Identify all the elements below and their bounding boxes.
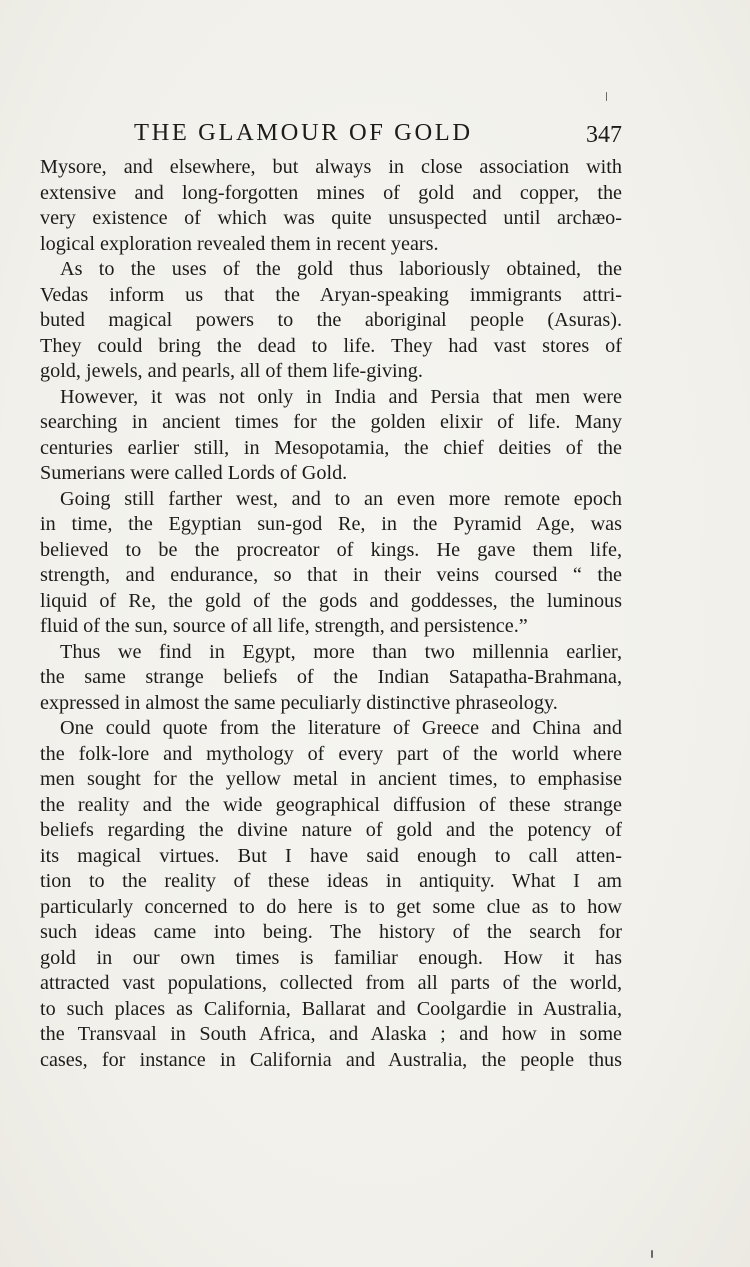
text-line: They could bring the dead to life. They had vast stores of — [40, 334, 622, 357]
text-line: to such places as California, Ballarat and Coolgardie in Australia, — [40, 997, 622, 1020]
text-line: extensive and long-forgotten mines of gold and copper, the — [40, 181, 622, 204]
text-line: Sumerians were called Lords of Gold. — [40, 462, 348, 484]
running-head — [40, 118, 622, 148]
running-title: THE GLAMOUR OF GOLD — [134, 119, 473, 146]
text-line: Thus we find in Egypt, more than two millennia earlier, — [60, 640, 622, 663]
text-line: tion to the reality of these ideas in antiquity. What I am — [40, 870, 622, 892]
text-line: One could quote from the literature of Greece and China and — [60, 717, 622, 739]
body-text — [40, 155, 622, 1073]
paragraph — [40, 257, 622, 385]
text-line: believed to be the procreator of kings. He gave them life, — [40, 538, 622, 561]
text-line: very existence of which was quite unsuspected until archæo- — [40, 207, 622, 229]
text-line: strength, and endurance, so that in their veins coursed “ the — [40, 564, 622, 586]
text-line: beliefs regarding the divine nature of gold and the potency of — [40, 819, 622, 841]
text-line: buted magical powers to the aboriginal people (Asuras). — [40, 309, 622, 331]
text-line: gold, jewels, and pearls, all of them life-giving. — [40, 360, 423, 382]
paper-speck — [606, 92, 607, 101]
text-line: Mysore, and elsewhere, but always in close association with — [40, 156, 622, 178]
text-line: expressed in almost the same peculiarly distinctive phraseology. — [40, 691, 558, 714]
text-line: the folk-lore and mythology of every part of the world where — [40, 742, 622, 765]
page-number: 347 — [586, 122, 622, 148]
text-line: fluid of the sun, source of all life, strength, and persistence.” — [40, 615, 528, 637]
text-line: centuries earlier still, in Mesopotamia, the chief deities of the — [40, 436, 622, 459]
text-line: the same strange beliefs of the Indian Satapatha-Brahmana, — [40, 666, 622, 688]
text-line: its magical virtues. But I have said enough to call atten- — [40, 844, 622, 867]
text-line: searching in ancient times for the golden elixir of life. Many — [40, 411, 622, 433]
text-line: the Transvaal in South Africa, and Alaska ; and how in some — [40, 1023, 622, 1045]
paragraph — [40, 385, 622, 487]
text-line: However, it was not only in India and Persia that men were — [60, 385, 622, 408]
text-line: such ideas came into being. The history of the search for — [40, 921, 622, 943]
text-line: Vedas inform us that the Aryan-speaking immigrants attri- — [40, 283, 622, 306]
paragraph — [40, 640, 622, 717]
text-line: Going still farther west, and to an even more remote epoch — [60, 487, 622, 510]
paragraph — [40, 487, 622, 640]
text-line: logical exploration revealed them in recent years. — [40, 232, 439, 255]
text-line: cases, for instance in California and Australia, the people thus — [40, 1048, 622, 1071]
text-line: the reality and the wide geographical diffusion of these strange — [40, 793, 622, 816]
paper-speck — [651, 1250, 653, 1258]
paragraph — [40, 155, 622, 257]
text-line: gold in our own times is familiar enough. How it has — [40, 946, 622, 969]
text-line: As to the uses of the gold thus laboriously obtained, the — [60, 258, 622, 280]
text-line: in time, the Egyptian sun-god Re, in the Pyramid Age, was — [40, 513, 622, 535]
text-line: men sought for the yellow metal in ancient times, to emphasise — [40, 768, 622, 790]
text-line: liquid of Re, the gold of the gods and goddesses, the luminous — [40, 589, 622, 612]
paragraph — [40, 716, 622, 1073]
text-line: attracted vast populations, collected from all parts of the world, — [40, 972, 622, 994]
text-line: particularly concerned to do here is to get some clue as to how — [40, 895, 622, 918]
